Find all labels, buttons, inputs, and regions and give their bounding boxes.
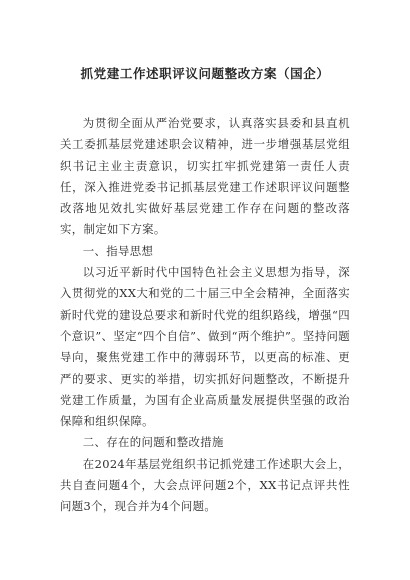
document-title: 抓党建工作述职评议问题整改方案（国企）: [80, 66, 330, 81]
guiding-ideology-paragraph: 以习近平新时代中国特色社会主义思想为指导，深入贯彻党的XX大和党的二十届三中全会精神，全面落实新时代党的建设总要求和新时代党的组织路线，增强“四个意识”、坚定“四个自信”、做到“两个维护”。坚持问题导向，聚焦党建工作中的薄弱环节，以更高的标准、更严的要求、更实的举措，切实抓好问题整改，不断提升党建工作质量，为国有企业高质量发展提供坚强的政治保障和组织保障。: [60, 265, 350, 429]
document-body: [60, 113, 350, 518]
intro-paragraph: 为贯彻全面从严治党要求，认真落实县委和县直机关工委抓基层党建述职会议精神，进一步增强基层党组织书记主业主责意识，切实扛牢抓党建第一责任人责任，深入推进党委书记抓基层党建工作述职评议问题整改落地见效扎实做好基层党建工作存在问题的整改落实，制定如下方案。: [60, 116, 350, 237]
section-heading-problems-and-measures: 二、存在的问题和整改措施: [82, 435, 224, 450]
problems-summary-paragraph: 在2024年基层党组织书记抓党建工作述职大会上，共自查问题4个，大会点评问题2个，XX书记点评共性问题3个，现合并为4个问题。: [60, 456, 350, 514]
section-heading-guiding-ideology: 一、指导思想: [82, 243, 154, 258]
